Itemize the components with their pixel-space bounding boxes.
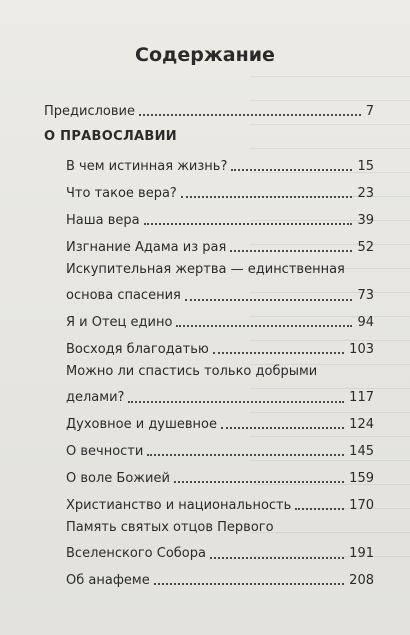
toc-entry-title: Я и Отец едино xyxy=(66,315,173,330)
leader-dots xyxy=(147,454,344,456)
toc-entry-title: Об анафеме xyxy=(66,573,150,588)
toc-entry[interactable] xyxy=(44,361,374,409)
toc-entry-title: В чем истинная жизнь? xyxy=(66,159,228,174)
toc-entry-page: 103 xyxy=(349,342,374,357)
leader-dots xyxy=(181,196,353,198)
toc-entry[interactable] xyxy=(44,409,374,436)
leader-dots xyxy=(174,481,344,483)
toc-entry-page: 170 xyxy=(349,498,374,513)
toc-entry[interactable] xyxy=(44,436,374,463)
toc-entry-page: 94 xyxy=(357,315,374,330)
toc-entry[interactable] xyxy=(44,463,374,490)
toc-entry-page: 124 xyxy=(349,417,374,432)
toc-entry-title-line1: Память святых отцов Первого xyxy=(66,520,274,535)
leader-dots xyxy=(176,325,352,327)
toc-entry[interactable] xyxy=(44,490,374,517)
leader-dots xyxy=(210,557,344,559)
toc-entry[interactable] xyxy=(44,205,374,232)
toc-entry-title-line1: Можно ли спастись только добрыми xyxy=(66,364,318,379)
toc-entry-page: 39 xyxy=(357,213,374,228)
toc-entry-page: 159 xyxy=(349,471,374,486)
toc-entry[interactable] xyxy=(44,96,374,123)
toc-entry-page: 117 xyxy=(349,390,374,405)
toc-entry-page: 145 xyxy=(349,444,374,459)
toc-entry-page: 208 xyxy=(349,573,374,588)
toc-entry-title: О воле Божией xyxy=(66,471,170,486)
toc-entry-title: Предисловие xyxy=(44,104,135,119)
leader-dots xyxy=(231,169,352,171)
table-of-contents xyxy=(44,96,374,592)
toc-entry[interactable] xyxy=(44,259,374,307)
toc-entry-page: 191 xyxy=(349,546,374,561)
leader-dots xyxy=(154,583,344,585)
leader-dots xyxy=(221,427,344,429)
leader-dots xyxy=(230,250,352,252)
toc-entry-page: 7 xyxy=(365,104,374,119)
toc-entry-title: О вечности xyxy=(66,444,144,459)
toc-entry-title-line2: основа спасения xyxy=(66,288,181,303)
leader-dots xyxy=(144,223,353,225)
section-heading: О ПРАВОСЛАВИИ xyxy=(44,129,177,144)
toc-entry[interactable] xyxy=(44,517,374,565)
toc-entry-title: Восходя благодатью xyxy=(66,342,209,357)
toc-entry[interactable] xyxy=(44,334,374,361)
toc-entry[interactable] xyxy=(44,232,374,259)
toc-entry-page: 23 xyxy=(357,186,374,201)
toc-entry-page: 73 xyxy=(357,288,374,303)
toc-entry[interactable] xyxy=(44,151,374,178)
toc-entry-title: Христианство и национальность xyxy=(66,498,292,513)
leader-dots xyxy=(139,114,361,116)
toc-entry-title: Изгнание Адама из рая xyxy=(66,240,227,255)
leader-dots xyxy=(213,352,344,354)
toc-entry-title: Духовное и душевное xyxy=(66,417,218,432)
leader-dots xyxy=(128,401,344,403)
leader-dots xyxy=(185,299,353,301)
toc-entry-title-line2: Вселенского Собора xyxy=(66,546,206,561)
toc-entry[interactable] xyxy=(44,178,374,205)
toc-entry[interactable] xyxy=(44,307,374,334)
toc-entry-title-line2: делами? xyxy=(66,390,125,405)
page-title: Содержание xyxy=(135,44,275,66)
toc-entry-title: Что такое вера? xyxy=(66,186,177,201)
toc-entry-page: 15 xyxy=(357,159,374,174)
toc-entry-title-line1: Искупительная жертва — единственная xyxy=(66,262,345,277)
toc-entry[interactable] xyxy=(44,565,374,592)
toc-entry-page: 52 xyxy=(357,240,374,255)
toc-entry-title: Наша вера xyxy=(66,213,140,228)
leader-dots xyxy=(295,508,344,510)
